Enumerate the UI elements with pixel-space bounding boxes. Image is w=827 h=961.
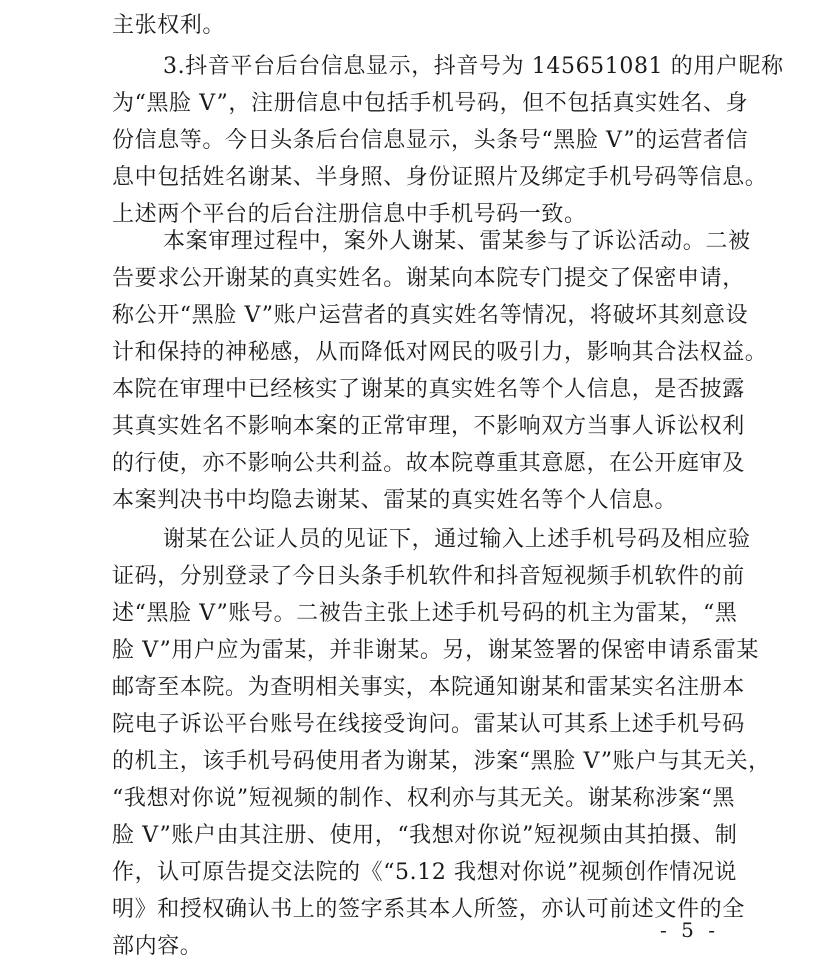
text-line: 院电子诉讼平台账号在线接受询问。雷某认可其系上述手机号码 <box>112 712 745 737</box>
text-line: 明》和授权确认书上的签字系其本人所签，亦认可前述文件的全 <box>112 897 745 922</box>
text-line: 主张权利。 <box>112 13 226 38</box>
text-line: 部内容。 <box>112 934 203 959</box>
text-line: 谢某在公证人员的见证下，通过输入上述手机号码及相应验 <box>163 527 751 552</box>
text-line: 本案判决书中均隐去谢某、雷某的真实姓名等个人信息。 <box>112 488 678 513</box>
text-line: 证码，分别登录了今日头条手机软件和抖音短视频手机软件的前 <box>112 564 745 589</box>
text-line: “我想对你说”短视频的制作、权利亦与其无关。谢某称涉案“黑 <box>112 786 736 811</box>
text-line: 述“黑脸 V”账号。二被告主张上述手机号码的机主为雷某，“黑 <box>112 601 738 626</box>
text-line: 作，认可原告提交法院的《“5.12 我想对你说”视频创作情况说 <box>112 860 738 885</box>
text-line: 的机主，该手机号码使用者为谢某，涉案“黑脸 V”账户与其无关， <box>112 749 771 774</box>
text-line: 称公开“黑脸 V”账户运营者的真实姓名等情况，将破坏其刻意设 <box>112 303 749 328</box>
text-line: 份信息等。今日头条后台信息显示，头条号“黑脸 V”的运营者信 <box>112 128 749 153</box>
text-line: 为“黑脸 V”，注册信息中包括手机号码，但不包括真实姓名、身 <box>112 91 749 116</box>
page-number: - 5 - <box>660 918 719 942</box>
text-line: 3.抖音平台后台信息显示，抖音号为 145651081 的用户昵称 <box>163 54 784 79</box>
text-line: 上述两个平台的后台注册信息中手机号码一致。 <box>112 202 587 227</box>
text-line: 邮寄至本院。为查明相关事实，本院通知谢某和雷某实名注册本 <box>112 675 745 700</box>
text-line: 告要求公开谢某的真实姓名。谢某向本院专门提交了保密申请， <box>112 266 745 291</box>
text-line: 息中包括姓名谢某、半身照、身份证照片及绑定手机号码等信息。 <box>112 165 768 190</box>
text-line: 计和保持的神秘感，从而降低对网民的吸引力，影响其合法权益。 <box>112 340 768 365</box>
text-line: 脸 V”用户应为雷某，并非谢某。另，谢某签署的保密申请系雷某 <box>112 638 759 663</box>
text-line: 本案审理过程中，案外人谢某、雷某参与了诉讼活动。二被 <box>163 229 751 254</box>
text-line: 的行使，亦不影响公共利益。故本院尊重其意愿，在公开庭审及 <box>112 451 745 476</box>
text-line: 本院在审理中已经核实了谢某的真实姓名等个人信息，是否披露 <box>112 377 745 402</box>
text-line: 其真实姓名不影响本案的正常审理，不影响双方当事人诉讼权利 <box>112 414 745 439</box>
text-line: 脸 V”账户由其注册、使用，“我想对你说”短视频由其拍摄、制 <box>112 823 738 848</box>
